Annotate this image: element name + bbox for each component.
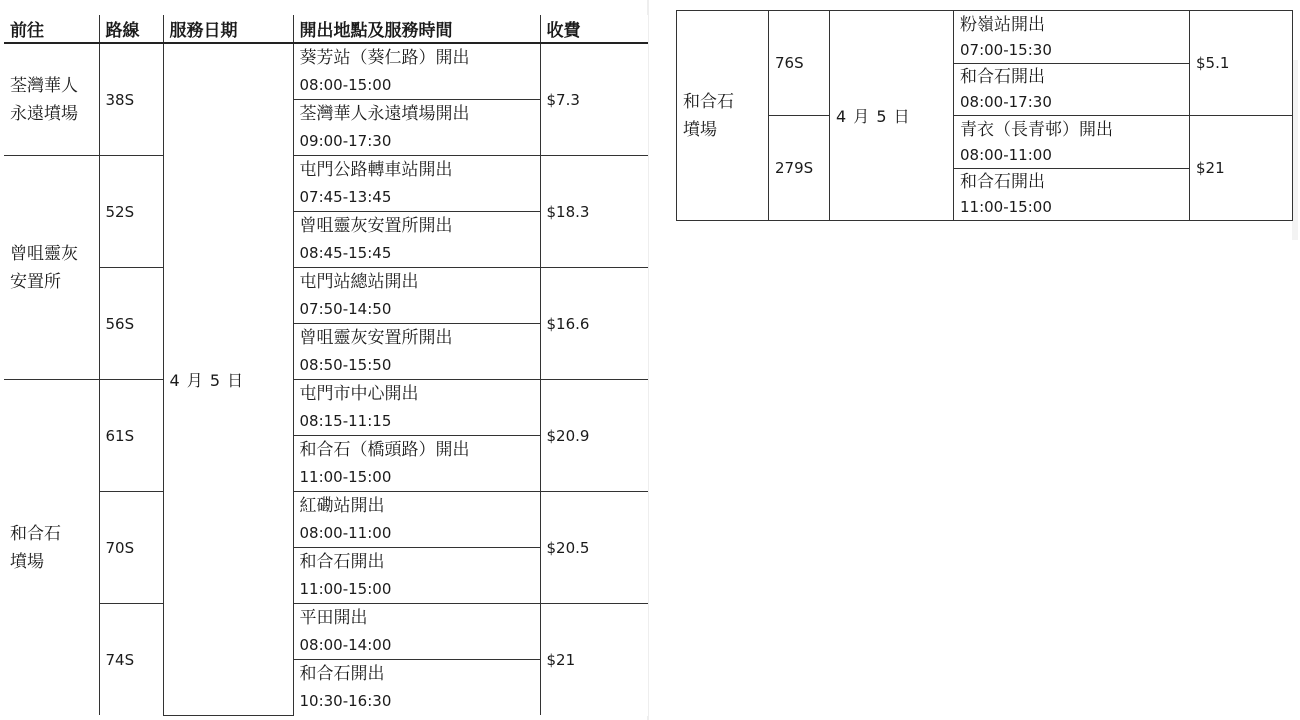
stop-entry <box>954 63 1189 115</box>
stop-location: 和合石（橋頭路）開出 <box>299 440 470 460</box>
stop-entry <box>294 211 540 267</box>
stop-location: 平田開出 <box>299 608 368 628</box>
destination-cell <box>4 380 99 716</box>
table-row <box>677 116 1293 221</box>
stop-entry <box>294 268 540 323</box>
stop-time: 08:50-15:50 <box>299 356 392 374</box>
header-dest: 前往 <box>4 15 99 43</box>
destination-cell <box>4 156 99 380</box>
header-route: 路線 <box>99 15 163 43</box>
stop-entry <box>294 492 540 547</box>
stops-cell <box>954 116 1190 221</box>
schedule-table <box>676 10 1293 221</box>
fare-cell: $18.3 <box>540 156 648 268</box>
stop-location: 曾咀靈灰安置所開出 <box>299 328 453 348</box>
table-row <box>4 43 648 156</box>
stop-entry <box>954 12 1189 63</box>
table-row <box>4 492 648 604</box>
destination-line: 安置所 <box>10 271 61 292</box>
stop-entry <box>294 323 540 379</box>
stop-time: 10:30-16:30 <box>299 692 392 710</box>
destination-line: 和合石 <box>10 523 61 544</box>
stops-cell <box>293 43 540 156</box>
destination-cell <box>4 43 99 156</box>
schedule-table-main <box>4 15 648 716</box>
stops-cell <box>293 604 540 716</box>
fare-cell: $5.1 <box>1190 11 1293 116</box>
route-cell: 56S <box>99 268 163 380</box>
destination-line: 荃灣華人 <box>10 75 78 96</box>
stop-location: 和合石開出 <box>960 171 1045 192</box>
stop-location: 屯門市中心開出 <box>299 384 419 404</box>
stop-entry <box>954 168 1189 220</box>
stops-cell <box>293 492 540 604</box>
stop-location: 和合石開出 <box>960 66 1045 87</box>
stop-time: 11:00-15:00 <box>299 580 392 598</box>
header-fare: 收費 <box>540 15 648 43</box>
schedule-table-continued <box>676 10 1292 221</box>
fare-cell: $20.5 <box>540 492 648 604</box>
stop-time: 08:00-11:00 <box>299 524 392 542</box>
table-row <box>4 380 648 492</box>
destination-line: 墳場 <box>10 551 44 572</box>
stop-location: 屯門站總站開出 <box>299 272 419 292</box>
destination-cell <box>677 11 769 221</box>
route-cell: 52S <box>99 156 163 268</box>
stop-entry <box>294 547 540 603</box>
stop-location: 紅磡站開出 <box>299 496 385 516</box>
route-cell: 38S <box>99 43 163 156</box>
stop-entry <box>294 380 540 435</box>
table-row <box>4 604 648 716</box>
route-cell: 76S <box>769 11 830 116</box>
stop-time: 08:00-14:00 <box>299 636 392 654</box>
route-cell: 61S <box>99 380 163 492</box>
stop-entry <box>954 117 1189 168</box>
stop-time: 07:45-13:45 <box>299 188 392 206</box>
stop-location: 和合石開出 <box>299 552 385 572</box>
stop-location: 粉嶺站開出 <box>960 14 1045 35</box>
stop-entry <box>294 435 540 491</box>
route-cell: 70S <box>99 492 163 604</box>
stop-time: 08:00-11:00 <box>960 145 1052 164</box>
table-row <box>677 11 1293 116</box>
fare-cell: $21 <box>546 650 576 669</box>
stop-time: 08:15-11:15 <box>299 412 392 430</box>
schedule-table <box>4 15 648 716</box>
stop-time: 07:50-14:50 <box>299 300 392 318</box>
destination-line: 和合石 <box>683 91 734 112</box>
fare-cell: $20.9 <box>540 380 648 492</box>
stop-location: 曾咀靈灰安置所開出 <box>299 216 453 236</box>
stop-entry <box>294 604 540 659</box>
stop-location: 荃灣華人永遠墳場開出 <box>299 104 470 124</box>
stop-location: 屯門公路轉車站開出 <box>299 160 453 180</box>
stop-time: 09:00-17:30 <box>299 132 392 150</box>
stop-entry <box>294 44 540 99</box>
stop-location: 青衣（長青邨）開出 <box>960 119 1113 140</box>
header-stops: 開出地點及服務時間 <box>293 15 540 43</box>
stops-cell <box>293 380 540 492</box>
service-date-cell: 4 月 5 日 <box>830 11 954 221</box>
stop-location: 和合石開出 <box>299 664 385 684</box>
fare-cell: $7.3 <box>540 43 648 156</box>
stop-entry <box>294 99 540 155</box>
route-cell: 74S <box>99 604 163 716</box>
fare-cell: $16.6 <box>540 268 648 380</box>
destination-line: 曾咀靈灰 <box>10 243 78 264</box>
stop-time: 07:00-15:30 <box>960 40 1052 59</box>
header-date: 服務日期 <box>163 15 293 43</box>
stops-cell <box>954 11 1190 116</box>
stop-entry <box>294 156 540 211</box>
table-row <box>4 156 648 268</box>
stop-time: 11:00-15:00 <box>299 468 392 486</box>
destination-line: 墳場 <box>683 119 717 140</box>
stop-time: 08:00-15:00 <box>299 76 392 94</box>
service-date-cell: 4 月 5 日 <box>163 43 293 715</box>
fare-cell: $21 <box>1190 116 1293 221</box>
destination-line: 永遠墳場 <box>10 103 78 124</box>
stop-location: 葵芳站（葵仁路）開出 <box>299 48 470 68</box>
stops-cell <box>293 156 540 268</box>
stop-entry <box>294 659 540 715</box>
stop-time: 11:00-15:00 <box>960 197 1052 216</box>
table-row <box>4 268 648 380</box>
route-cell: 279S <box>769 116 830 221</box>
stops-cell <box>293 268 540 380</box>
header-row <box>4 15 648 43</box>
stop-time: 08:45-15:45 <box>299 244 392 262</box>
stop-time: 08:00-17:30 <box>960 92 1052 111</box>
